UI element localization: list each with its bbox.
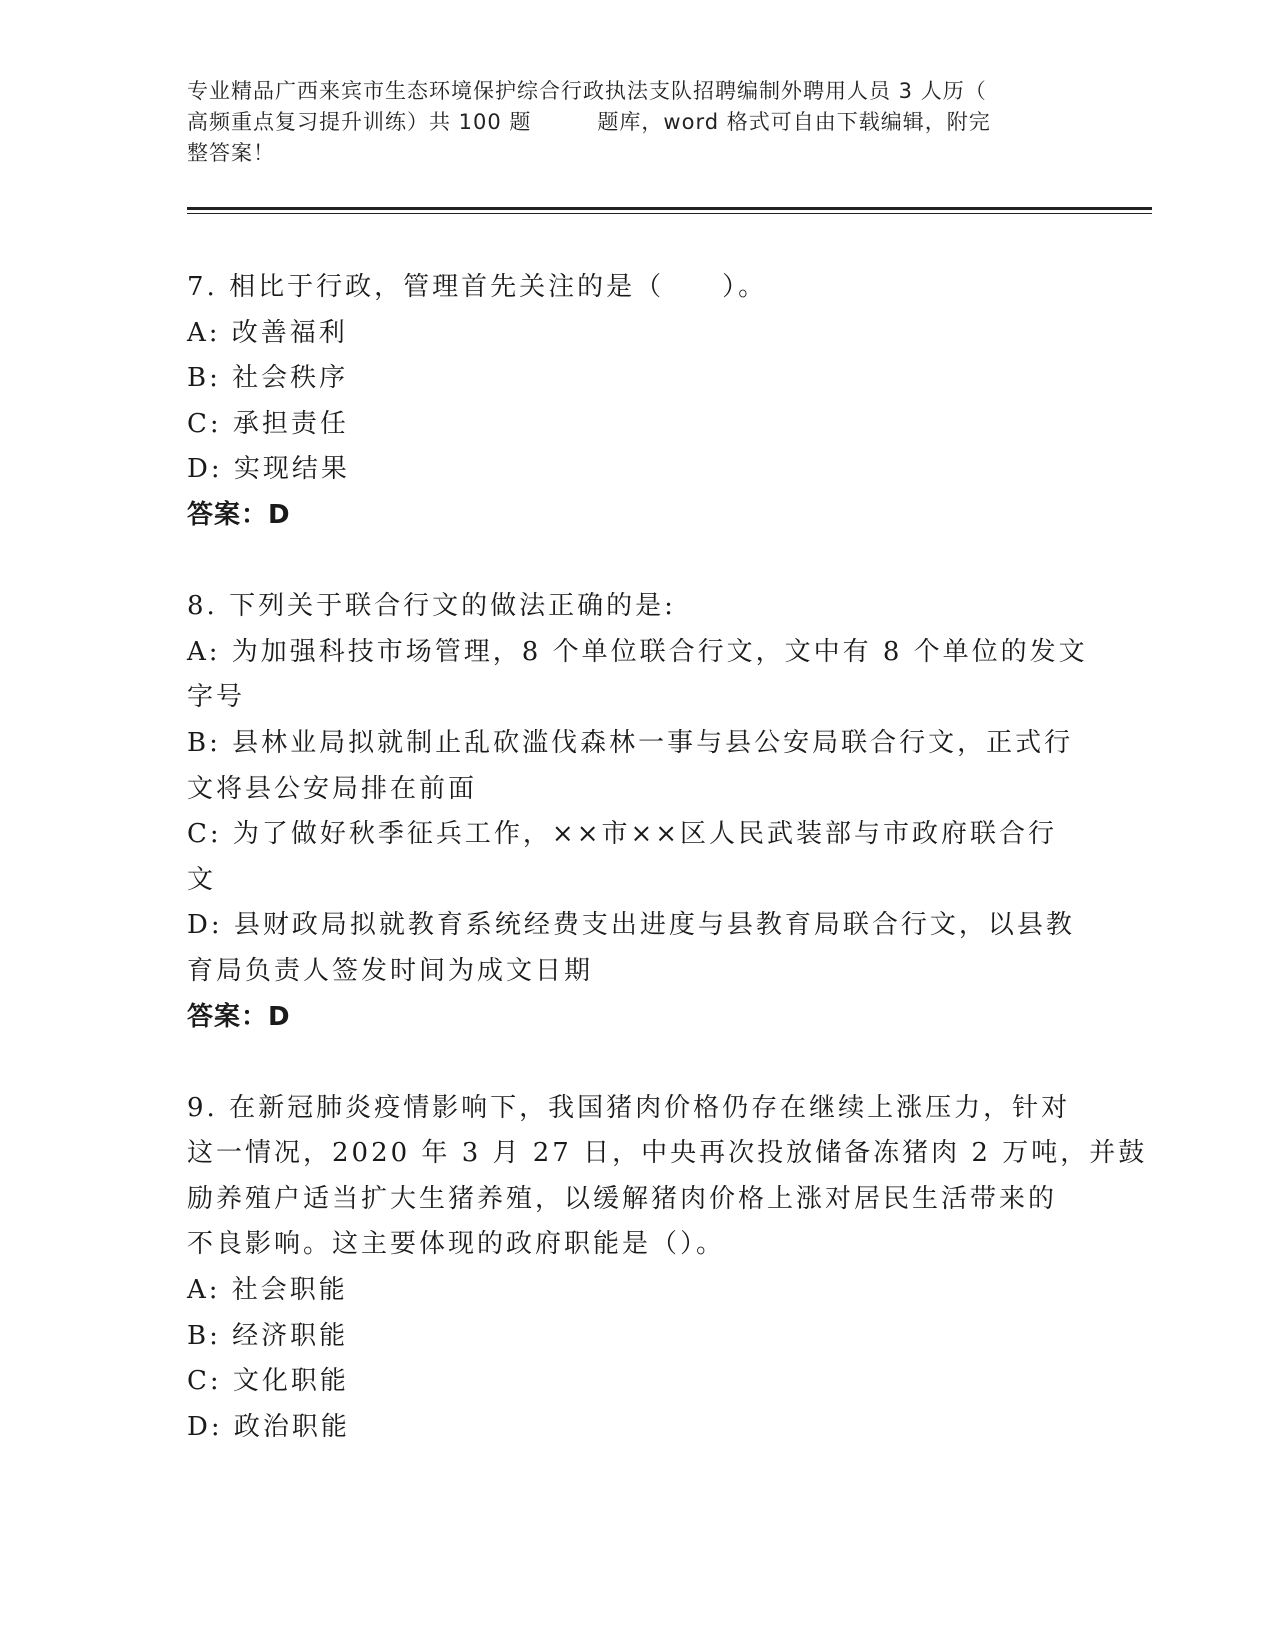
option-c: C: 为了做好秋季征兵工作，××市××区人民武装部与市政府联合行 bbox=[187, 819, 1058, 850]
option-b: B: 社会秩序 bbox=[187, 363, 349, 394]
document-header bbox=[187, 76, 1087, 169]
header-divider-thick bbox=[187, 207, 1152, 210]
option-d: D: 政治职能 bbox=[187, 1411, 350, 1442]
header-title-line-3: 整答案！ bbox=[187, 141, 275, 165]
option-d: D: 县财政局拟就教育系统经费支出进度与县教育局联合行文，以县教 bbox=[187, 910, 1075, 941]
question-stem: 7. 相比于行政，管理首先关注的是（ ）。 bbox=[187, 272, 768, 302]
question-spacer bbox=[187, 1040, 1087, 1086]
header-title-line-2: 高频重点复习提升训练）共 100 题 题库，word 格式可自由下载编辑，附完 bbox=[187, 110, 991, 134]
answer-label: 答案：D bbox=[187, 499, 291, 530]
answer-label: 答案：D bbox=[187, 1001, 291, 1032]
option-c-continued: 文 bbox=[187, 864, 217, 895]
option-a: A: 改善福利 bbox=[187, 317, 348, 348]
option-a-continued: 字号 bbox=[187, 682, 246, 713]
option-b-continued: 文将县公安局排在前面 bbox=[187, 773, 478, 804]
option-a: A: 社会职能 bbox=[187, 1275, 348, 1306]
option-b: B: 县林业局拟就制止乱砍滥伐森林一事与县公安局联合行文，正式行 bbox=[187, 727, 1074, 758]
question-stem-continued: 这一情况，2020 年 3 月 27 日，中央再次投放储备冻猪肉 2 万吨，并鼓 bbox=[187, 1138, 1148, 1169]
option-c: C: 文化职能 bbox=[187, 1366, 349, 1397]
question-stem: 9. 在新冠肺炎疫情影响下，我国猪肉价格仍存在继续上涨压力，针对 bbox=[187, 1092, 1071, 1123]
header-divider-thin bbox=[187, 213, 1152, 214]
option-c: C: 承担责任 bbox=[187, 408, 349, 439]
question-9 bbox=[187, 1086, 1148, 1451]
header-title-line-1: 专业精品广西来宾市生态环境保护综合行政执法支队招聘编制外聘用人员 3 人历（ bbox=[187, 79, 987, 103]
question-spacer bbox=[187, 539, 1087, 585]
question-stem: 8. 下列关于联合行文的做法正确的是: bbox=[187, 591, 676, 622]
option-a: A: 为加强科技市场管理，8 个单位联合行文，文中有 8 个单位的发文 bbox=[187, 636, 1088, 667]
option-d-continued: 育局负责人签发时间为成文日期 bbox=[187, 955, 594, 986]
question-stem-continued: 励养殖户适当扩大生猪养殖，以缓解猪肉价格上涨对居民生活带来的 bbox=[187, 1183, 1058, 1214]
question-8 bbox=[187, 584, 1087, 1040]
question-stem-continued: 不良影响。这主要体现的政府职能是（）。 bbox=[187, 1229, 726, 1260]
option-d: D: 实现结果 bbox=[187, 454, 350, 485]
question-list bbox=[187, 265, 1148, 1450]
question-7 bbox=[187, 265, 1087, 539]
option-b: B: 经济职能 bbox=[187, 1320, 349, 1351]
